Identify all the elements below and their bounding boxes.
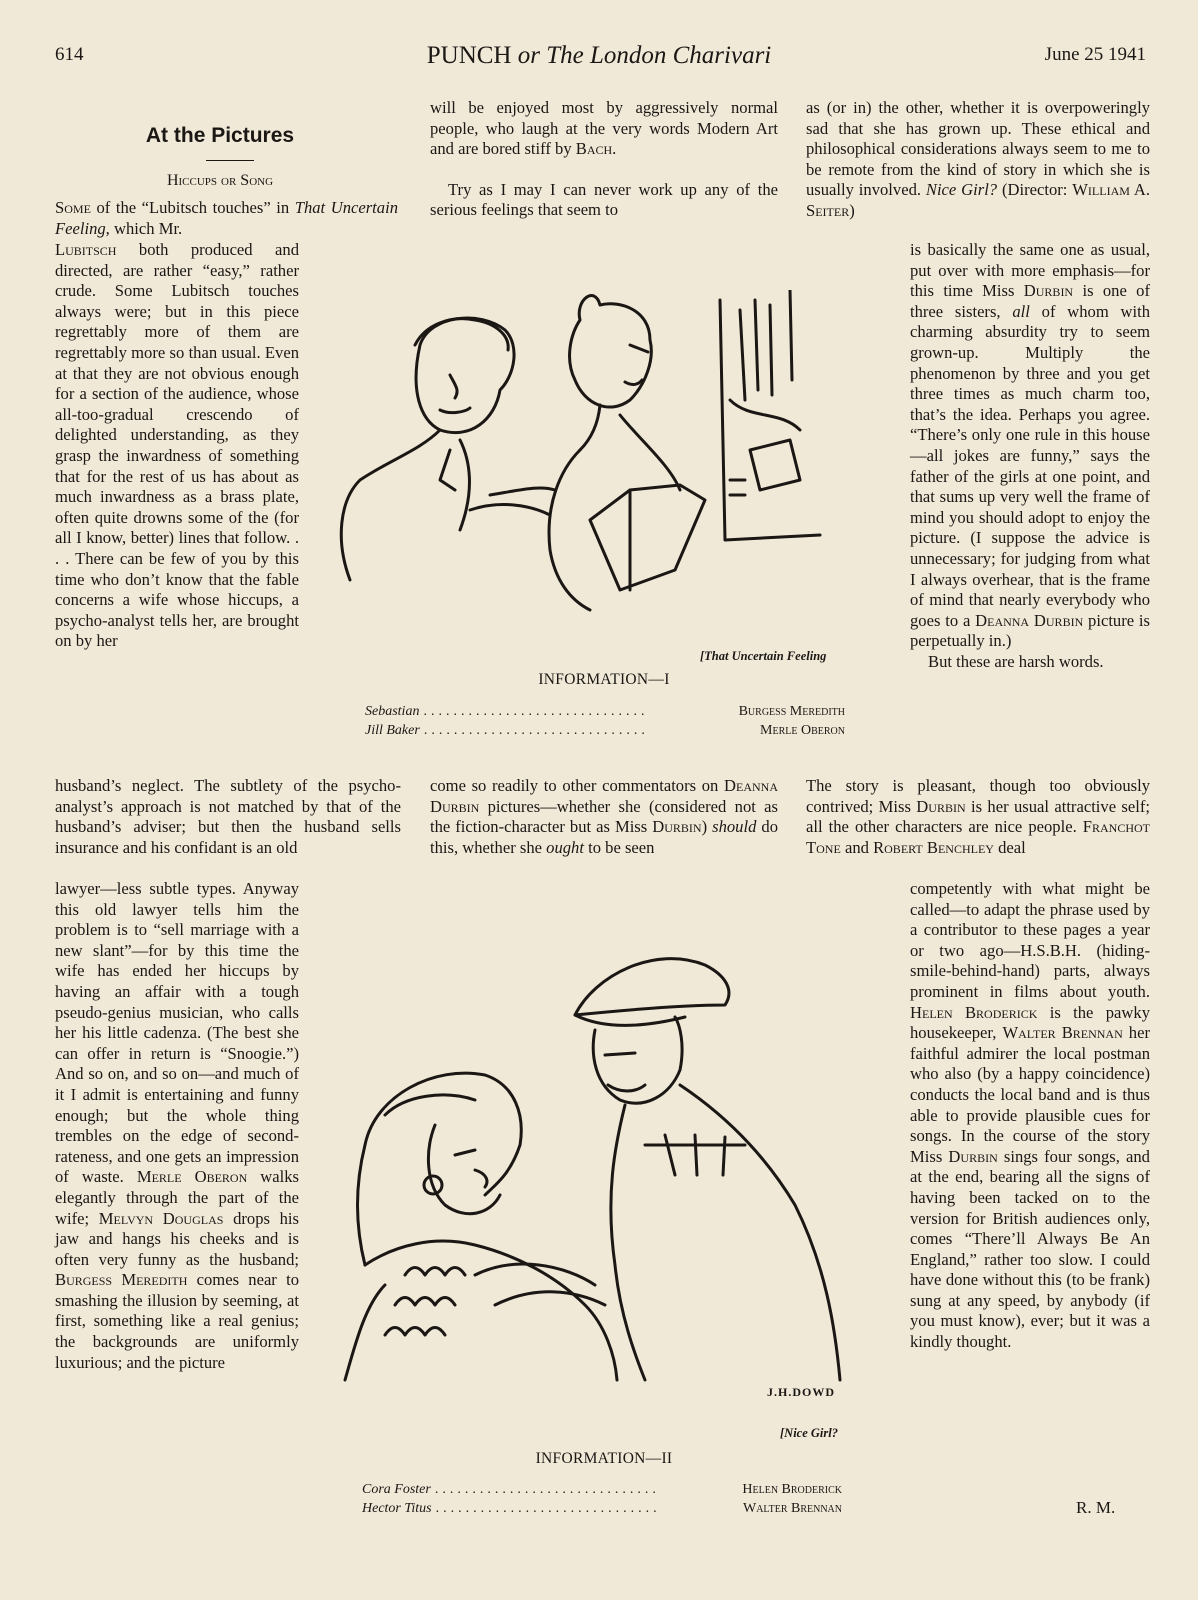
name-durbin-c2b: Durbin (652, 817, 702, 837)
name-lubitsch: Lubitsch (55, 240, 117, 259)
name-bach: Bach. (575, 139, 617, 159)
heading-rule (206, 160, 254, 161)
emph-all: all (1012, 301, 1030, 321)
column-1-wide (55, 776, 401, 858)
col1-after-douglas: drops his jaw and hangs his cheeks and is often very funny as the husband; (55, 1208, 299, 1269)
col2-mid-b: pictures—whether she (considered not as the fiction-character but as Miss (430, 796, 778, 837)
col1-end: comes near to smashing the illusion by seeming, at first, something like a real genius; the backgrounds are uniformly luxurious; and the picture (55, 1270, 299, 1372)
cast-row: Hector Titus .............................. Walter Brennan (362, 1501, 842, 1516)
name-oberon: Merle Oberon (136, 1167, 248, 1187)
page-number: 614 (55, 44, 84, 65)
name-durbin-2: Durbin (916, 796, 966, 816)
col1-which: which Mr. (109, 218, 183, 238)
col2-mid-e: to be seen (583, 837, 655, 857)
article-subheading: Hiccups or Song (166, 172, 274, 189)
col3-top: as (or in) the other, whether it is overpoweringly sad that she has grown up. These ethical and philosophical considerations always seem to me to be remote from the kind of story in which she is usually involved. (806, 98, 1150, 200)
col3-wide-a: The story is pleasant, though too obviously contrived; Miss (806, 776, 1150, 816)
col3-and: and (840, 837, 869, 857)
col3-bottom-d: sings four songs, and at the end, bearing all the signs of having been tacked on to the version for British audiences only, comes “There’ll Always Be An England,” rather too slow. I could have done without this (to be frank) sung at any speed, by anybody (if you must know), ever; but it was a kindly thought. (910, 1146, 1150, 1352)
name-durbin-1: Durbin (1023, 281, 1074, 301)
col3-narrow-c: of whom with charming absurdity try to seem grown-up. Multiply the phenomenon by three and you get three times as much charm too, that’s the idea. Perhaps you agree. “There’s only one rule in this house—all jokes are funny,” says the father of the girls at one point, and that sums up very well the frame of mind you should adopt to enjoy the picture. (I suppose the advice is unnecessary; for judging from what I always overhear, that is the frame of mind that nearly everybody who goes to a (910, 301, 1151, 630)
illustration-1-cast (365, 702, 845, 740)
cast-role: Sebastian (365, 704, 420, 719)
col1-rest: both produced and directed, are rather “easy,” rather crude. Some Lubitsch touches always were; but in this piece regrettably more of them are regrettably more so than usual. Even at that they are not obvious enough for a section of the audience, whose all-too-gradual crescendo of delighted understanding, as they grasp the inwardness of something that for the rest of us has about as much inwardness as a brass plate, often quite drowns some of the (for all I know, better) lines that follow. . . . There can be few of you by this time who don’t know that the fable concerns a wife whose hiccups, a psycho-analyst tells her, are brought on by her (55, 240, 299, 651)
col1-bottom: lawyer—less subtle types. Anyway this old lawyer tells him the problem is to “sell marriage with a new slant”—for by this time the wife has ended her hiccups by having an affair with a tough pseudo-genius musician, who calls her his little cadenza. (The best she can offer in return is “Snoogie.”) And so on, and so on—and much of it I admit is entertaining and funny enough; but the whole thing trembles on the edge of second-rateness, and one gets an impression of waste. (55, 879, 299, 1187)
cast-actor: Helen Broderick (742, 1482, 842, 1497)
drop-word: Some (55, 198, 91, 217)
author-signature: R. M. (1076, 1498, 1116, 1517)
col3-bottom-a: competently with what might be called—to adapt the phrase used by a contributor to these pages a year or two ago—H.S.B.H. (hiding-smile-behind-hand) parts, always prominent in films about youth. (910, 879, 1150, 1001)
col2-mid-c: ) (701, 817, 708, 837)
article-heading: At the Pictures (145, 124, 295, 147)
column-3-narrow (910, 240, 1150, 672)
column-3-wide (806, 776, 1150, 858)
illustration-2-cast (362, 1480, 842, 1518)
col3-bottom-b: is the pawky housekeeper, (910, 1002, 1150, 1043)
col1-top: of the “Lubitsch touches” in (96, 198, 290, 217)
col1-wide-text: husband’s neglect. The subtlety of the psycho-analyst’s approach is not matched by that of the husband’s adviser; but then the husband sells insurance and his confidant is an old (55, 776, 401, 857)
col3-bottom-c: her faithful admirer the local postman who also (by a happy coincidence) conducts the local band and is thus able to provide plausible cues for songs. In the course of the story Miss (910, 1023, 1150, 1166)
film-title-1: That Uncertain Feeling, (55, 198, 398, 238)
illustration-1-drawing (330, 290, 870, 620)
column-1-narrow (55, 240, 299, 652)
illustration-1-title: INFORMATION—I (538, 671, 670, 688)
emph-ought: ought (546, 837, 584, 857)
name-meredith: Burgess Meredith (55, 1270, 188, 1290)
col3-narrow-b: is one of three sisters, (910, 281, 1150, 321)
col3-after-seiter: ) (849, 200, 855, 220)
cast-row: Cora Foster .............................. Helen Broderick (362, 1482, 842, 1497)
col2-mid-a: come so readily to other commentators on (430, 776, 719, 795)
col3-harsh: But these are harsh words. (928, 651, 1104, 671)
illustration-2-caption: [Nice Girl? (780, 1426, 838, 1440)
column-1-lower (55, 879, 299, 1373)
illustration-1-caption: [That Uncertain Feeling (700, 649, 827, 663)
col3-wide-b: is her usual attractive self; all the other characters are nice people. (806, 796, 1151, 837)
name-brennan: Walter Brennan (1002, 1023, 1123, 1043)
name-broderick: Helen Broderick (910, 1002, 1038, 1022)
cast-actor: Walter Brennan (742, 1501, 842, 1516)
illustration-2-drawing (325, 945, 885, 1385)
col3-director: (Director: (997, 180, 1068, 200)
issue-date: June 25 1941 (1044, 44, 1146, 65)
column-3-lower (910, 879, 1150, 1353)
film-title-2: Nice Girl? (925, 180, 998, 200)
cast-role: Cora Foster (362, 1482, 431, 1497)
cast-actor: Burgess Meredith (738, 704, 845, 719)
column-2-top (430, 98, 778, 221)
masthead (0, 42, 1198, 70)
col2-top: will be enjoyed most by aggressively normal people, who laugh at the very words Modern Art and are bored stiff by (430, 98, 778, 159)
masthead-sub: The London Charivari (546, 42, 772, 69)
column-2-mid (430, 776, 778, 858)
name-deanna: Deanna Durbin (975, 610, 1084, 630)
illustration-2-artist: J.H.DOWD (767, 1385, 835, 1399)
name-durbin-3: Durbin (948, 1146, 998, 1166)
emph-should: should (712, 817, 757, 837)
cast-row: Sebastian .............................. Burgess Meredith (365, 704, 845, 719)
col2-mid-d: do this, whether she (430, 817, 778, 857)
col3-deal: deal (993, 837, 1026, 857)
illustration-2-title: INFORMATION—II (535, 1450, 673, 1467)
col2-para: Try as I may I can never work up any of the serious feelings that seem to (430, 179, 778, 220)
masthead-or: or (517, 42, 540, 69)
name-seiter: William A. Seiter (806, 180, 1150, 220)
col3-narrow-d: picture is perpetually in.) (910, 610, 1150, 651)
col1-after-oberon: walks elegantly through the part of the wife; (55, 1167, 299, 1228)
cast-role: Hector Titus (362, 1501, 432, 1516)
name-durbin-c2: Deanna Durbin (430, 776, 778, 816)
cast-actor: Merle Oberon (760, 723, 845, 738)
column-3-top (806, 98, 1150, 222)
masthead-main: PUNCH (426, 42, 512, 69)
cast-row: Jill Baker .............................. Merle Oberon (365, 723, 845, 738)
column-1-upper (55, 198, 398, 239)
name-douglas: Melvyn Douglas (98, 1208, 224, 1228)
name-franchot: Franchot Tone (806, 817, 1150, 857)
col3-narrow: is basically the same one as usual, put over with more emphasis—for this time Miss (910, 240, 1150, 301)
cast-role: Jill Baker (365, 723, 420, 738)
name-benchley: Robert Benchley (873, 837, 994, 857)
